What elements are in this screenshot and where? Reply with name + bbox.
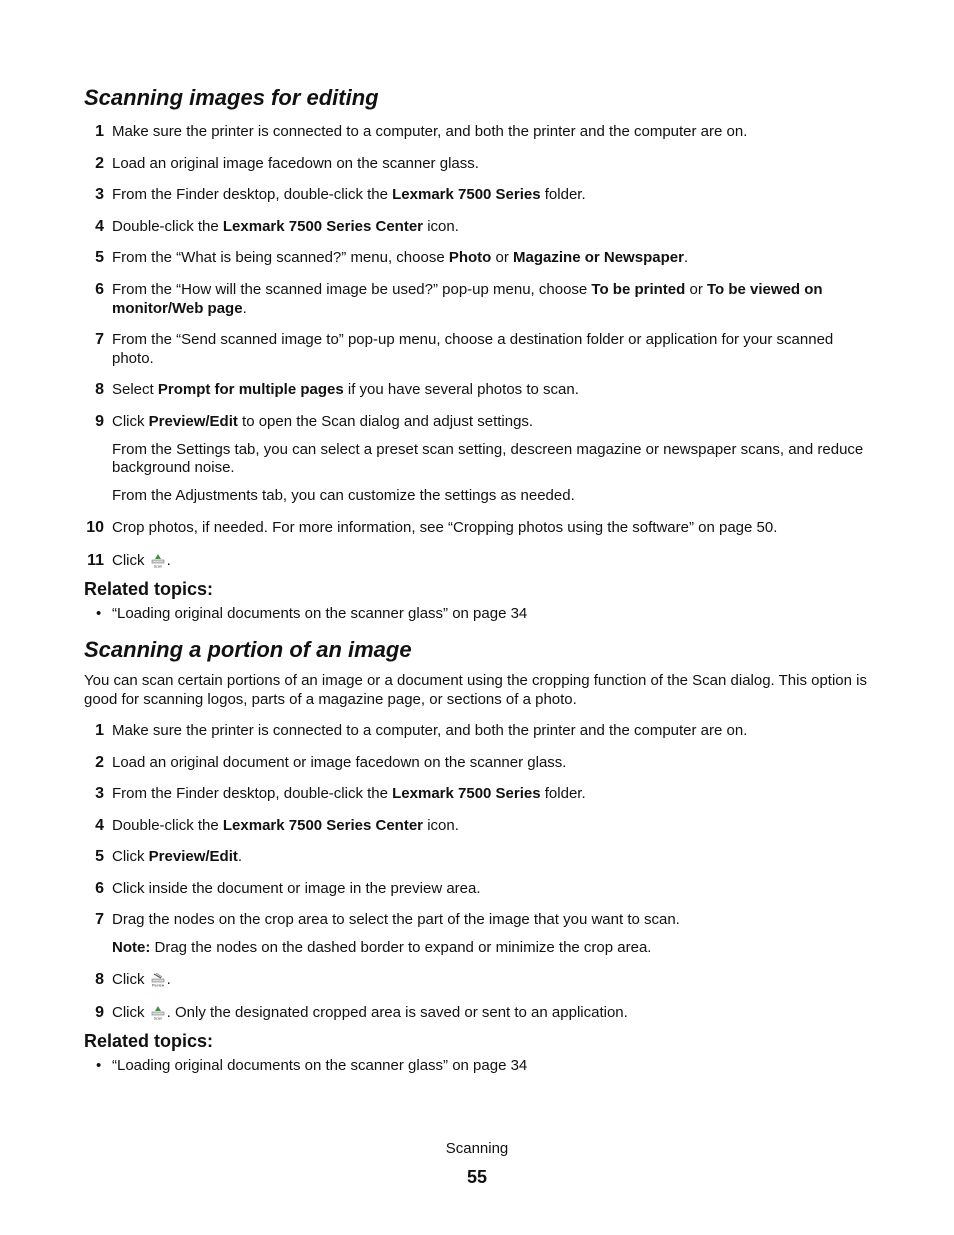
bullet-icon: •	[96, 1057, 102, 1074]
note-label: Note:	[112, 939, 151, 956]
footer-chapter-title: Scanning	[445, 1140, 509, 1157]
page-number: 55	[466, 1167, 488, 1187]
intro-paragraph: You can scan certain portions of an image or a document using the cropping function of the Scan dialog. This option is good for scanning logos, parts of a magazine page, or sections of a photo.	[84, 672, 867, 708]
related-topic-link[interactable]: “Loading original documents on the scanner glass” on page 34	[112, 605, 528, 622]
bullet-icon: •	[96, 605, 102, 622]
related-topics-heading: Related topics:	[84, 1031, 214, 1051]
svg-text:Preview: Preview	[151, 983, 164, 987]
svg-text:Scan: Scan	[153, 1016, 162, 1020]
svg-text:Scan: Scan	[153, 564, 162, 568]
note-paragraph: Note: Drag the nodes on the dashed border to expand or minimize the crop area.	[112, 939, 652, 956]
related-topics-heading: Related topics:	[84, 579, 214, 599]
section-heading-scanning-portion: Scanning a portion of an image	[84, 637, 412, 662]
scan-icon	[150, 552, 166, 568]
step-note-paragraph: From the Adjustments tab, you can customize the settings as needed.	[112, 487, 575, 504]
related-topic-link[interactable]: “Loading original documents on the scanner glass” on page 34	[112, 1057, 528, 1074]
section-heading-scanning-images: Scanning images for editing	[84, 85, 379, 110]
step-note-paragraph: From the Settings tab, you can select a preset scan setting, descreen magazine or newspaper scans, and reduce background noise.	[112, 441, 864, 476]
preview-icon	[150, 971, 166, 987]
scan-icon	[150, 1004, 166, 1020]
